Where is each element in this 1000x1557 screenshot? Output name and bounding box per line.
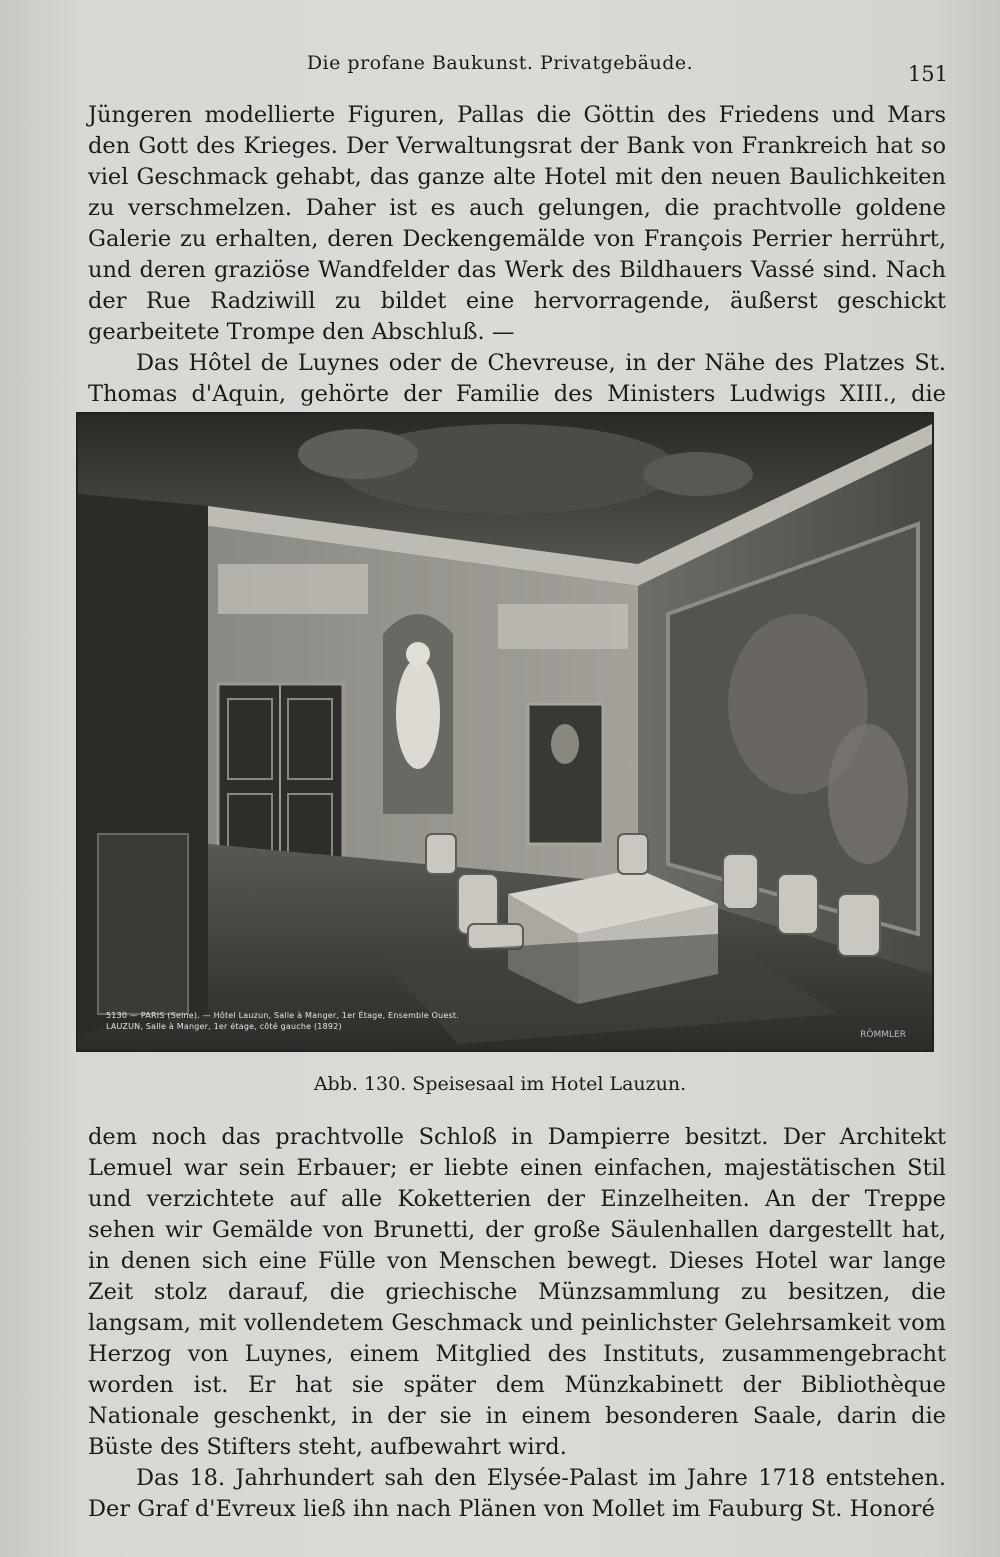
photo-imprint-line: LAUZUN, Salle à Manger, 1er étage, côté gauche (1892): [106, 1022, 342, 1031]
dining-room-photo: [78, 414, 932, 1050]
photo-imprint-line: 5130 — PARIS (Seine). — Hôtel Lauzun, Salle à Manger, 1er Étage, Ensemble Ouest.: [106, 1011, 459, 1020]
paragraph: dem noch das prachtvolle Schloß in Dampierre besitzt. Der Architekt Lemuel war sein Erbauer; er liebte einen einfachen, majestätischen Stil und verzichtete auf alle Koketterien der Einzelheiten. An der Treppe sehen wir Gemälde von Brunetti, der große Säulenhallen dargestellt hat, in denen sich eine Fülle von Menschen bewegt. Dieses Hotel war lange Zeit stolz darauf, die griechische Münzsammlung zu besitzen, die langsam, mit vollendetem Geschmack und peinlichster Gelehrsamkeit vom Herzog von Luynes, einem Mitglied des Instituts, zusammengebracht worden ist. Er hat sie später dem Münzkabinett der Bibliothèque Nationale geschenkt, in der sie in einem besonderen Saale, darin die Büste des Stifters steht, aufbewahrt wird.: [88, 1124, 946, 1460]
paragraph: Das 18. Jahrhundert sah den Elysée-Palast im Jahre 1718 entstehen. Der Graf d'Evreux ließ ihn nach Plänen von Mollet im Fauburg St. Honoré: [88, 1465, 946, 1522]
paragraph: Das Hôtel de Luynes oder de Chevreuse, in der Nähe des Platzes St. Thomas d'Aquin, gehörte der Familie des Ministers Ludwigs XIII., die: [88, 350, 946, 407]
photo-imprint: [106, 1010, 852, 1032]
top-text-block: [88, 100, 946, 441]
page-number: 151: [907, 62, 948, 86]
bottom-text-block: [88, 1122, 946, 1525]
figure-caption: Abb. 130. Speisesaal im Hotel Lauzun.: [313, 1073, 687, 1095]
figure-photograph: [76, 412, 934, 1052]
running-head: Die profane Baukunst. Privatgebäude.: [306, 52, 694, 74]
photographer-stamp: RÖMMLER: [860, 1030, 906, 1040]
paragraph: Jüngeren modellierte Figuren, Pallas die Göttin des Friedens und Mars den Gott des Krieges. Der Verwaltungsrat der Bank von Frankreich hat so viel Geschmack gehabt, das ganze alte Hotel mit den neuen Baulichkeiten zu verschmelzen. Daher ist es auch gelungen, die prachtvolle goldene Galerie zu erhalten, deren Deckengemälde von François Perrier herrührt, und deren graziöse Wandfelder das Werk des Bildhauers Vassé sind. Nach der Rue Radziwill zu bildet eine hervorragende, äußerst geschickt gearbeitete Trompe den Abschluß. —: [88, 102, 946, 345]
